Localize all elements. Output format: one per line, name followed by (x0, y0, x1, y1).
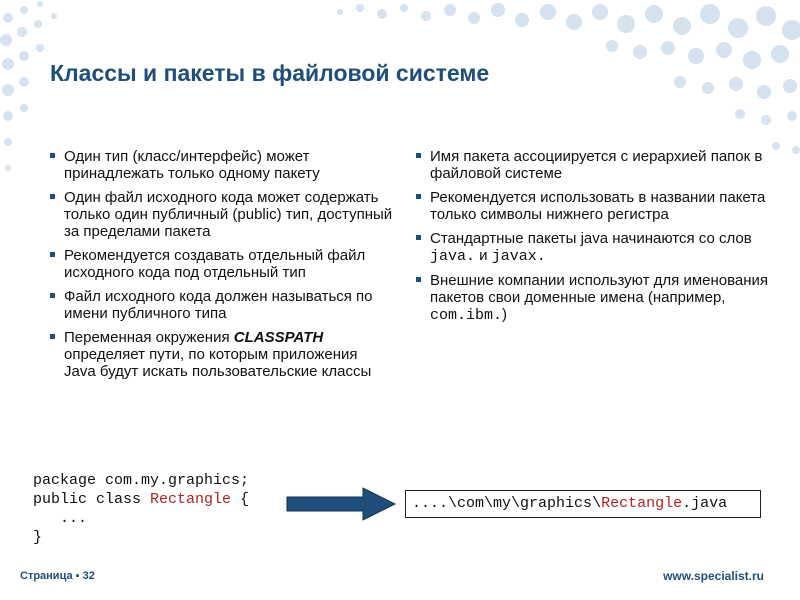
right-bullet-list (414, 148, 769, 331)
list-item: Один тип (класс/интерфейс) может принадлежать только одному пакету (48, 148, 393, 182)
square-bullet-icon (416, 153, 421, 158)
code-java: java. (430, 248, 476, 265)
code-line-close: } (33, 529, 43, 546)
list-item: Файл исходного кода должен называться по имени публичного типа (48, 288, 393, 322)
list-item: Рекомендуется использовать в названии пакета только символы нижнего регистра (414, 189, 769, 223)
code-sample (33, 471, 249, 547)
square-bullet-icon (416, 194, 421, 199)
list-item: Имя пакета ассоциируется с иерархией папок в файловой системе (414, 148, 769, 182)
right-arrow-icon (285, 487, 400, 521)
square-bullet-icon (50, 334, 55, 339)
file-name: Rectangle (601, 495, 683, 512)
code-line-ellipsis: ... (33, 510, 88, 527)
left-bullet-list (48, 148, 393, 387)
code-line-class: public class Rectangle { (33, 491, 250, 508)
square-bullet-icon (416, 277, 421, 282)
square-bullet-icon (50, 252, 55, 257)
slide-title: Классы и пакеты в файловой системе (50, 60, 490, 86)
square-bullet-icon (50, 153, 55, 158)
site-url: www.specialist.ru (663, 569, 764, 583)
list-item: Стандартные пакеты java начинаются со слов java. и javax. (414, 230, 769, 265)
code-com-ibm: com.ibm. (430, 307, 503, 324)
classpath-term: CLASSPATH (233, 329, 324, 346)
page-number: Страница ▪ 32 (20, 570, 95, 582)
class-name: Rectangle (150, 491, 232, 508)
list-item: Внешние компании используют для именования пакетов свои доменные имена (например, com.ibm.) (414, 272, 769, 324)
list-item: Переменная окружения CLASSPATH определяет пути, по которым приложения Java будут искать пользовательские классы (48, 329, 393, 380)
list-item: Один файл исходного кода может содержать только один публичный (public) тип, доступный за пределами пакета (48, 189, 393, 240)
file-path-box: ....\com\my\graphics\Rectangle.java (405, 490, 761, 518)
square-bullet-icon (50, 293, 55, 298)
code-javax: javax. (491, 248, 546, 265)
square-bullet-icon (50, 194, 55, 199)
square-bullet-icon (416, 235, 421, 240)
code-line-package: package com.my.graphics; (33, 472, 250, 489)
list-item: Рекомендуется создавать отдельный файл исходного кода под отдельный тип (48, 247, 393, 281)
